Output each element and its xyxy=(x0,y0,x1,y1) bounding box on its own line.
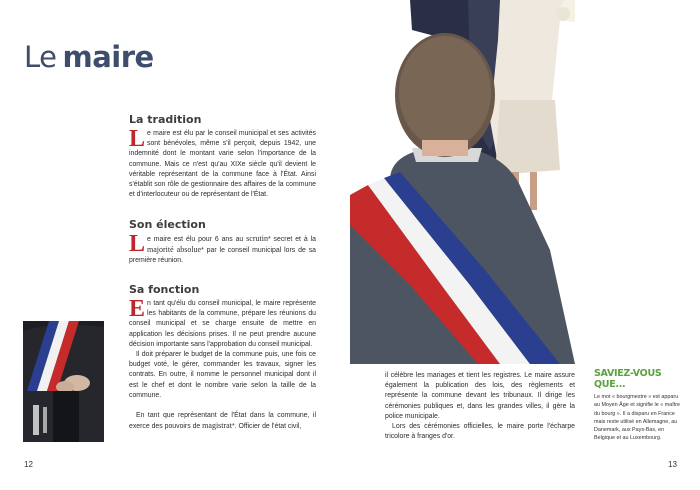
title-lead: Le xyxy=(24,40,57,74)
section-text xyxy=(129,126,316,200)
page-number-right: 13 xyxy=(668,460,677,469)
right-column-text xyxy=(385,371,575,442)
fonction-p3-b: *. Officier de l'état civil, xyxy=(231,423,302,431)
term-majorite-absolue: majorité absolue xyxy=(147,245,202,255)
title-main: maire xyxy=(62,40,154,74)
section-heading: Sa fonction xyxy=(129,283,200,296)
term-magistrat: magistrat xyxy=(202,421,232,431)
dropcap: E xyxy=(129,296,146,322)
mayor-sash-photo xyxy=(23,321,104,442)
election-text-b: * secret et à la xyxy=(267,236,316,243)
dropcap: L xyxy=(129,126,146,152)
fonction-p3 xyxy=(129,411,316,432)
right-p2: Lors des cérémonies officielles, le maire porte l'écharpe tricolore à franges d'or. xyxy=(385,423,575,441)
fonction-p3-a: En tant que représentant de l'État dans la commune, il exerce des pouvoirs de xyxy=(129,412,316,431)
section-fonction xyxy=(129,283,316,432)
page-number-left: 12 xyxy=(24,460,33,469)
section-election xyxy=(129,218,316,267)
did-you-know-box xyxy=(594,368,680,443)
term-scrutin: scrutin xyxy=(246,234,268,243)
section-text xyxy=(129,231,316,267)
tradition-text: e maire est élu par le conseil municipal et ses activités sont bénévoles, même s'il perçoit, depuis 1942, une indemnité dont le montant varie selon l'importance de la commune. Mais ce n'est qu'au XIXe siècle qu'il devient le véritable représentant de la commune face à l'État. Ainsi s'établit son rôle de gestionnaire des affaires de la commune et d'interlocuteur ou de représentant de l'État. xyxy=(129,130,316,199)
page-title xyxy=(24,40,154,74)
section-tradition xyxy=(129,113,316,200)
section-heading: La tradition xyxy=(129,113,202,126)
did-you-know-title: SAVIEZ-VOUS QUE... xyxy=(594,368,662,390)
right-p1: il célèbre les mariages et tient les registres. Le maire assure également la publication des lois, des règlements et représente la commune devant les tribunaux. Il dirige les cérémonies publiques et, dans les grandes villes, il gère la police municipale. xyxy=(385,372,575,420)
fonction-p1: n tant qu'élu du conseil municipal, le maire représente les habitants de la commune, prépare les réunions du conseil municipal et se charge ensuite de mettre en application les décisions prises. Il ne peut prendre aucune décision importante sans l'approbation du conseil municipal. xyxy=(129,300,316,348)
mayor-wedding-illustration xyxy=(350,0,575,364)
section-heading: Son élection xyxy=(129,218,206,231)
did-you-know-text: Le mot « bourgmestre » est apparu au Moyen Âge et signifie le « maître du bourg ». Il a disparu en France mais reste utilisé en Allemagne, au Danemark, aux Pays-Bas, en Belgique et au Luxembourg. xyxy=(594,394,680,442)
section-text xyxy=(129,296,316,350)
election-text-a: e maire est élu pour 6 ans au xyxy=(147,236,247,243)
dropcap: L xyxy=(129,231,146,257)
fonction-p2: Il doit préparer le budget de la commune puis, une fois ce budget voté, le gérer, commander les travaux, signer les contrats. En outre, il nomme le personnel municipal dont il est le chef et dont le nombre varie selon la taille de la commune. xyxy=(129,351,316,399)
election-text-c: * par le conseil municipal lors de sa première réunion. xyxy=(129,247,316,265)
